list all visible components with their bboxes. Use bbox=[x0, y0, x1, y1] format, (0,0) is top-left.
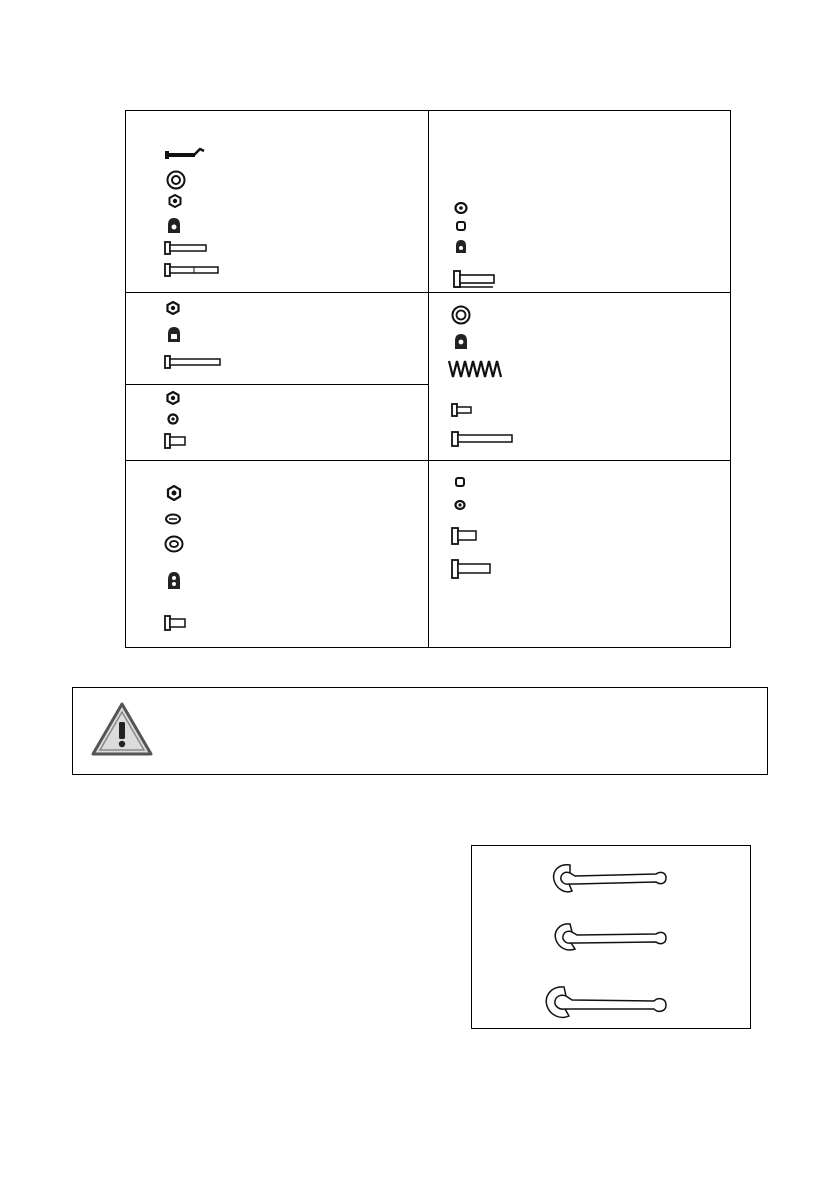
wrench-icon bbox=[550, 918, 672, 958]
hardware-section-c bbox=[126, 293, 428, 384]
flat-washer-icon bbox=[166, 170, 186, 190]
lock-nut-icon bbox=[166, 326, 182, 344]
bolt-long-icon bbox=[164, 263, 220, 277]
bolt-short-icon bbox=[453, 269, 497, 289]
bolt-short-icon bbox=[164, 433, 188, 449]
nut-icon bbox=[454, 202, 468, 214]
warning-triangle-icon bbox=[91, 702, 153, 756]
hardware-parts-table bbox=[125, 110, 731, 648]
flat-washer-icon bbox=[451, 305, 471, 325]
bolt-long-icon bbox=[164, 355, 222, 369]
lock-nut-icon bbox=[166, 217, 182, 235]
spring-icon bbox=[447, 357, 503, 381]
bolt-short-icon bbox=[451, 527, 479, 545]
small-washer-icon bbox=[455, 477, 465, 487]
bolt-short-icon bbox=[164, 615, 188, 631]
nut-icon bbox=[166, 301, 180, 315]
bolt-long-icon bbox=[451, 431, 515, 447]
wrench-icon bbox=[542, 982, 672, 1026]
lock-nut-icon bbox=[454, 239, 468, 255]
small-nut-icon bbox=[454, 499, 466, 511]
hardware-section-d bbox=[429, 293, 731, 460]
hardware-section-f bbox=[126, 461, 428, 647]
bolt-medium-icon bbox=[164, 241, 208, 255]
hardware-section-a bbox=[126, 111, 428, 292]
nut-icon bbox=[168, 194, 182, 208]
lock-nut-icon bbox=[453, 333, 469, 351]
bolt-short-icon bbox=[451, 403, 473, 417]
bolt-medium-icon bbox=[451, 559, 493, 579]
small-washer-icon bbox=[456, 221, 466, 231]
nut-icon bbox=[166, 485, 182, 501]
small-nut-icon bbox=[167, 413, 179, 425]
flat-washer-icon bbox=[164, 535, 184, 553]
warning-notice bbox=[72, 687, 768, 775]
hardware-section-e bbox=[126, 385, 428, 460]
nut-icon bbox=[166, 391, 180, 405]
split-washer-icon bbox=[164, 513, 182, 525]
lock-nut-icon bbox=[166, 571, 182, 591]
hook-bolt-icon bbox=[164, 147, 206, 161]
hardware-section-b bbox=[429, 111, 731, 292]
tools-box bbox=[471, 845, 751, 1029]
hardware-section-g bbox=[429, 461, 731, 647]
wrench-icon bbox=[548, 860, 672, 898]
